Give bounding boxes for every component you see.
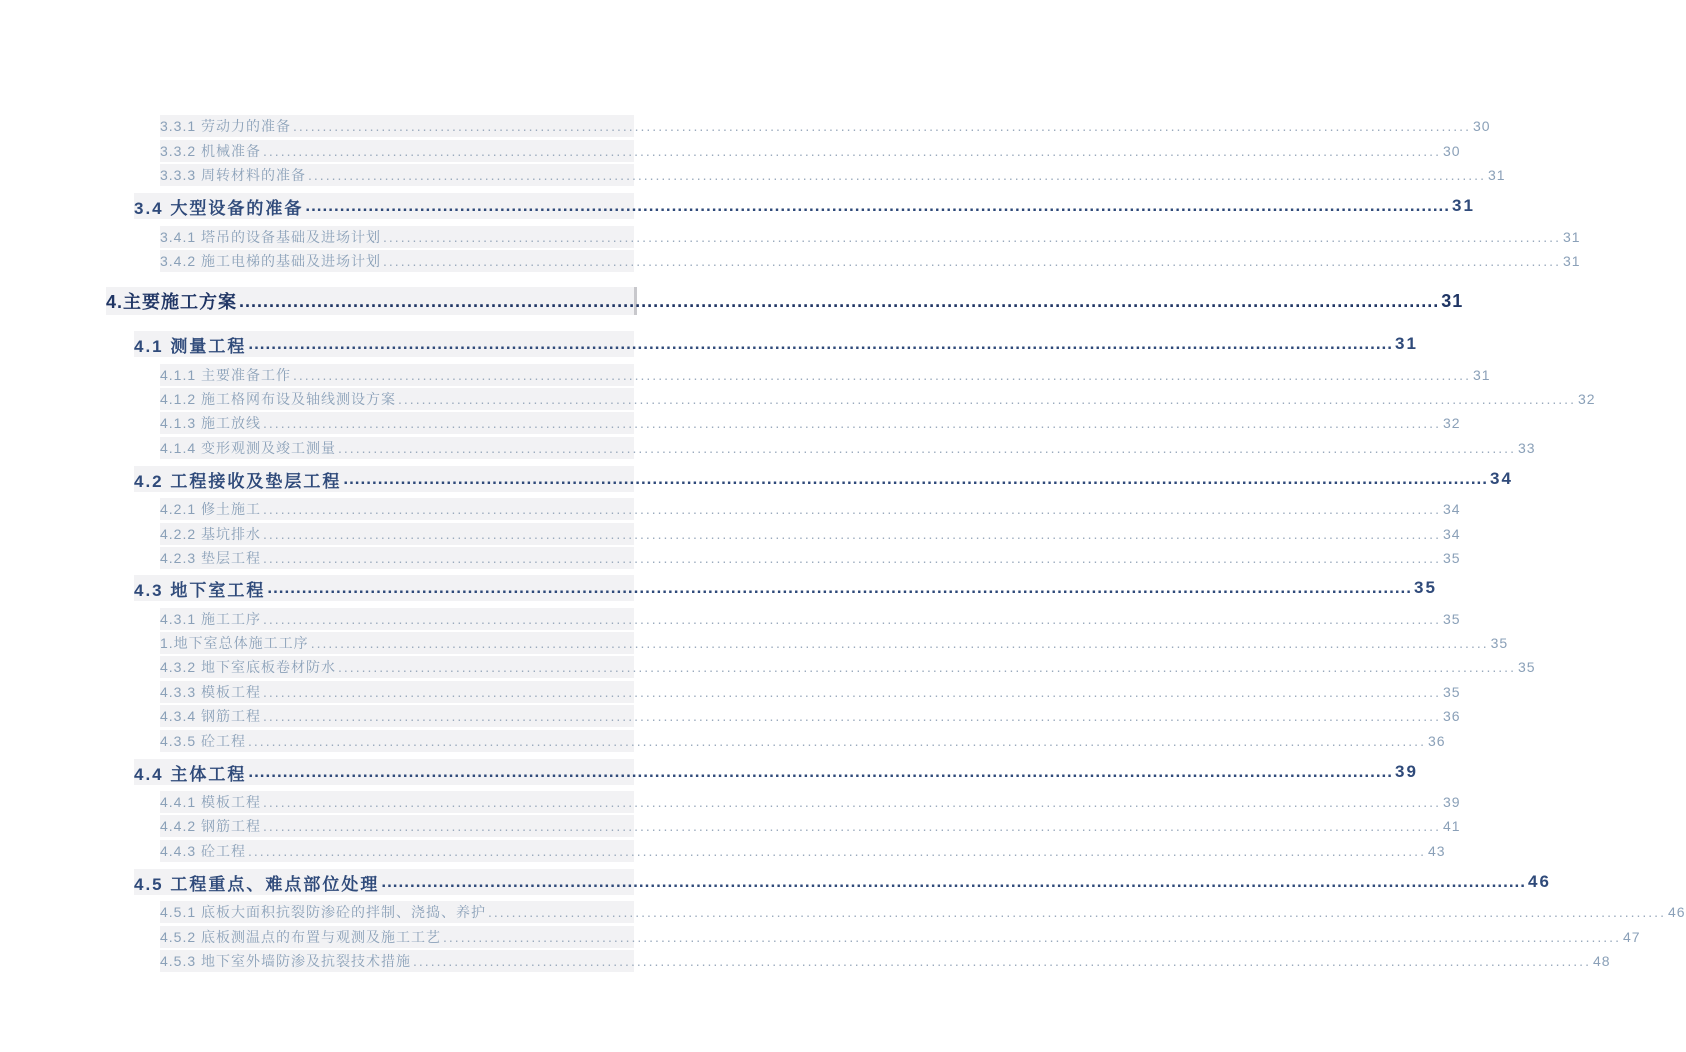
toc-entry-page-number: 35 (1517, 659, 1536, 675)
toc-entry-page-number: 35 (1490, 635, 1509, 651)
toc-entry-page-number: 41 (1442, 818, 1461, 834)
toc-entry-title: 4.3.5 砼工程 (160, 733, 247, 749)
toc-entry-level-3[interactable] (160, 705, 1461, 727)
toc-entry-level-3[interactable] (160, 950, 1611, 972)
dot-leader: ........................................................................................................................................................................................................ (263, 611, 1441, 627)
toc-entry-level-3[interactable] (160, 437, 1536, 459)
toc-entry-page-number: 34 (1490, 469, 1513, 488)
toc-entry-level-3[interactable] (160, 523, 1461, 545)
toc-entry-page-number: 32 (1442, 415, 1461, 431)
toc-entry-title: 4.1.4 变形观测及竣工测量 (160, 440, 337, 456)
toc-entry-level-3[interactable] (160, 926, 1641, 948)
toc-entry-level-3[interactable] (160, 632, 1509, 654)
dot-leader: ........................................................................................................................................................................................................ (310, 635, 1489, 651)
dot-leader: ........................................................................................................................................................................................................ (338, 659, 1516, 675)
toc-entry-title: 3.4.1 塔吊的设备基础及进场计划 (160, 229, 382, 245)
dot-leader: ........................................................................................................................................................................................................ (305, 196, 1450, 215)
dot-leader: ........................................................................................................................................................................................................ (263, 708, 1441, 724)
dot-leader: ........................................................................................................................................................................................................ (248, 733, 1426, 749)
toc-entry-page-number: 31 (1452, 196, 1475, 215)
toc-entry-level-3[interactable] (160, 547, 1461, 569)
toc-entry-title: 4.3.4 钢筋工程 (160, 708, 262, 724)
toc-entry-page-number: 35 (1442, 611, 1461, 627)
toc-entry-title: 4.5.3 地下室外墙防渗及抗裂技术措施 (160, 953, 412, 969)
toc-entry-title: 4.1 测量工程 (134, 336, 247, 356)
toc-entry-level-1[interactable] (106, 287, 1464, 315)
toc-entry-title: 4.3.2 地下室底板卷材防水 (160, 659, 337, 675)
toc-entry-level-3[interactable] (160, 164, 1506, 186)
toc-entry-level-3[interactable] (160, 730, 1446, 752)
dot-leader: ........................................................................................................................................................................................................ (383, 253, 1561, 269)
toc-entry-page-number: 31 (1562, 229, 1581, 245)
dot-leader: ........................................................................................................................................................................................................ (267, 578, 1412, 597)
toc-entry-page-number: 39 (1395, 762, 1418, 781)
toc-entry-page-number: 39 (1442, 794, 1461, 810)
toc-entry-page-number: 31 (1487, 167, 1506, 183)
toc-entry-title: 4.4.3 砼工程 (160, 843, 247, 859)
toc-entry-title: 4.1.3 施工放线 (160, 415, 262, 431)
dot-leader: ........................................................................................................................................................................................................ (248, 843, 1426, 859)
toc-entry-title: 4.1.1 主要准备工作 (160, 367, 292, 383)
dot-leader: ........................................................................................................................................................................................................ (263, 550, 1441, 566)
dot-leader: ........................................................................................................................................................................................................ (293, 118, 1471, 134)
toc-entry-page-number: 30 (1472, 118, 1491, 134)
toc-entry-level-2[interactable] (134, 193, 1475, 219)
toc-entry-page-number: 32 (1577, 391, 1596, 407)
toc-entry-page-number: 31 (1441, 290, 1464, 311)
toc-entry-title: 4.1.2 施工格网布设及轴线测设方案 (160, 391, 397, 407)
toc-entry-title: 4.3 地下室工程 (134, 580, 266, 600)
dot-leader: ........................................................................................................................................................................................................ (308, 167, 1486, 183)
toc-entry-page-number: 35 (1442, 550, 1461, 566)
toc-entry-title: 3.3.2 机械准备 (160, 143, 262, 159)
toc-entry-level-3[interactable] (160, 608, 1461, 630)
toc-entry-level-3[interactable] (160, 498, 1461, 520)
dot-leader: ........................................................................................................................................................................................................ (263, 794, 1441, 810)
toc-entry-page-number: 46 (1667, 904, 1686, 920)
toc-entry-level-3[interactable] (160, 364, 1491, 386)
dot-leader: ........................................................................................................................................................................................................ (263, 143, 1441, 159)
toc-entry-title: 1.地下室总体施工工序 (160, 635, 309, 651)
toc-entry-level-3[interactable] (160, 815, 1461, 837)
toc-entry-page-number: 35 (1414, 578, 1437, 597)
toc-entry-page-number: 31 (1472, 367, 1491, 383)
toc-entry-level-3[interactable] (160, 656, 1536, 678)
dot-leader: ........................................................................................................................................................................................................ (263, 501, 1441, 517)
toc-entry-page-number: 31 (1395, 334, 1418, 353)
dot-leader: ........................................................................................................................................................................................................ (488, 904, 1666, 920)
dot-leader: ........................................................................................................................................................................................................ (239, 290, 1440, 311)
toc-entry-title: 4.2 工程接收及垫层工程 (134, 471, 342, 491)
toc-entry-title: 4.3.1 施工工序 (160, 611, 262, 627)
toc-entry-title: 4.4.2 钢筋工程 (160, 818, 262, 834)
toc-entry-page-number: 34 (1442, 526, 1461, 542)
toc-entry-title: 3.3.3 周转材料的准备 (160, 167, 307, 183)
toc-entry-page-number: 36 (1427, 733, 1446, 749)
dot-leader: ........................................................................................................................................................................................................ (263, 818, 1441, 834)
toc-entry-page-number: 36 (1442, 708, 1461, 724)
toc-entry-level-2[interactable] (134, 869, 1551, 895)
toc-entry-title: 4.2.2 基坑排水 (160, 526, 262, 542)
toc-entry-level-3[interactable] (160, 250, 1581, 272)
dot-leader: ........................................................................................................................................................................................................ (443, 929, 1621, 945)
dot-leader: ........................................................................................................................................................................................................ (263, 684, 1441, 700)
toc-entry-title: 4.主要施工方案 (106, 292, 238, 312)
toc-entry-page-number: 46 (1528, 872, 1551, 891)
toc-entry-title: 3.4 大型设备的准备 (134, 198, 304, 218)
toc-entry-title: 4.3.3 模板工程 (160, 684, 262, 700)
toc-entry-level-3[interactable] (160, 791, 1461, 813)
dot-leader: ........................................................................................................................................................................................................ (248, 334, 1393, 353)
toc-entry-level-2[interactable] (134, 331, 1418, 357)
dot-leader: ........................................................................................................................................................................................................ (343, 469, 1488, 488)
dot-leader: ........................................................................................................................................................................................................ (263, 526, 1441, 542)
dot-leader: ........................................................................................................................................................................................................ (248, 762, 1393, 781)
toc-entry-page-number: 35 (1442, 684, 1461, 700)
toc-entry-title: 4.5 工程重点、难点部位处理 (134, 874, 380, 894)
toc-entry-level-3[interactable] (160, 681, 1461, 703)
dot-leader: ........................................................................................................................................................................................................ (293, 367, 1471, 383)
toc-entry-title: 4.4.1 模板工程 (160, 794, 262, 810)
toc-entry-title: 4.5.2 底板测温点的布置与观测及施工工艺 (160, 929, 442, 945)
dot-leader: ........................................................................................................................................................................................................ (383, 229, 1561, 245)
toc-entry-page-number: 47 (1622, 929, 1641, 945)
toc-entry-page-number: 34 (1442, 501, 1461, 517)
toc-entry-level-3[interactable] (160, 901, 1686, 923)
toc-entry-level-3[interactable] (160, 115, 1491, 137)
dot-leader: ........................................................................................................................................................................................................ (413, 953, 1591, 969)
toc-entry-title: 3.3.1 劳动力的准备 (160, 118, 292, 134)
toc-entry-page-number: 30 (1442, 143, 1461, 159)
toc-entry-page-number: 48 (1592, 953, 1611, 969)
toc-entry-level-2[interactable] (134, 759, 1418, 785)
toc-entry-page-number: 31 (1562, 253, 1581, 269)
dot-leader: ........................................................................................................................................................................................................ (398, 391, 1576, 407)
dot-leader: ........................................................................................................................................................................................................ (381, 872, 1526, 891)
toc-entry-level-2[interactable] (134, 575, 1437, 601)
toc-entry-title: 4.4 主体工程 (134, 764, 247, 784)
toc-entry-level-3[interactable] (160, 412, 1461, 434)
toc-entry-level-3[interactable] (160, 140, 1461, 162)
toc-entry-level-3[interactable] (160, 388, 1596, 410)
toc-entry-page-number: 33 (1517, 440, 1536, 456)
toc-entry-title: 4.2.1 修土施工 (160, 501, 262, 517)
toc-entry-title: 4.2.3 垫层工程 (160, 550, 262, 566)
toc-entry-page-number: 43 (1427, 843, 1446, 859)
toc-entry-level-2[interactable] (134, 466, 1513, 492)
dot-leader: ........................................................................................................................................................................................................ (338, 440, 1516, 456)
dot-leader: ........................................................................................................................................................................................................ (263, 415, 1441, 431)
toc-entry-title: 4.5.1 底板大面积抗裂防渗砼的拌制、浇捣、养护 (160, 904, 487, 920)
toc-entry-title: 3.4.2 施工电梯的基础及进场计划 (160, 253, 382, 269)
toc-entry-level-3[interactable] (160, 840, 1446, 862)
toc-entry-level-3[interactable] (160, 226, 1581, 248)
